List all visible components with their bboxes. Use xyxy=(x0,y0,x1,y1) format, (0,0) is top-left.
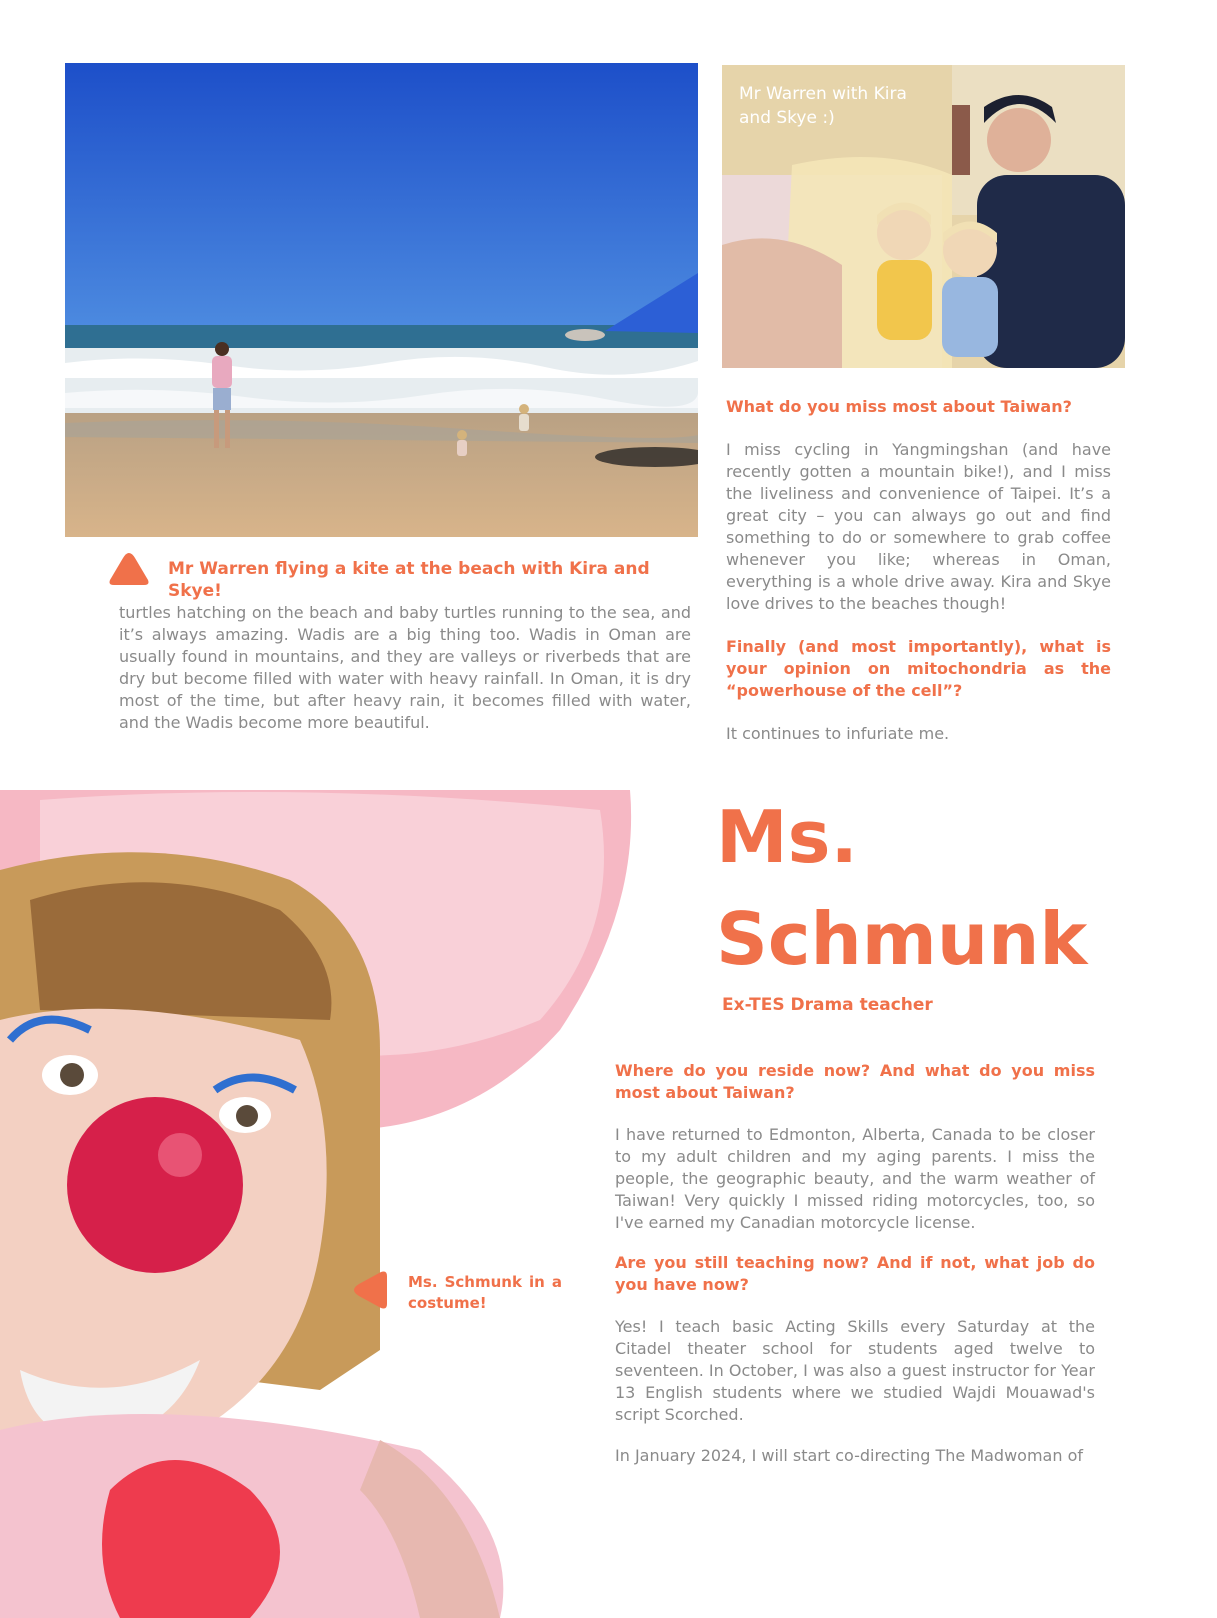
question-reside: Where do you reside now? And what do you miss most about Taiwan? xyxy=(615,1061,1095,1102)
beach-photo-caption: Mr Warren flying a kite at the beach with Kira and Skye! xyxy=(168,559,650,601)
question-teaching: Are you still teaching now? And if not, what job do you have now? xyxy=(615,1253,1095,1294)
profile-title-line2: Schmunk xyxy=(716,897,1088,981)
answer-teaching: Yes! I teach basic Acting Skills every Saturday at the Citadel theater school for students aged twelve to seventeen. In October, I was also a guest instructor for Year 13 English students where we studied Wajdi Mouawad's script Scorched. xyxy=(615,1317,1095,1424)
answer-madwoman: In January 2024, I will start co-directing The Madwoman of xyxy=(615,1446,1083,1465)
triangle-marker-icon xyxy=(108,552,150,586)
clown-costume-photo xyxy=(0,790,640,1618)
answer-mitochondria: It continues to infuriate me. xyxy=(726,724,950,743)
beach-photo xyxy=(65,63,698,537)
wadis-paragraph: turtles hatching on the beach and baby turtles running to the sea, and it’s always amazing. Wadis are a big thing too. Wadis in Oman are usually found in mountains, and they are valleys or riverbeds that are dry but become filled with water with heavy rainfall. In Oman, it is dry most of the time, but after heavy rain, it becomes filled with water, and the Wadis become more beautiful. xyxy=(119,603,691,732)
question-miss-taiwan: What do you miss most about Taiwan? xyxy=(726,397,1072,416)
triangle-marker-left-icon xyxy=(353,1270,389,1310)
question-mitochondria: Finally (and most importantly), what is your opinion on mitochondria as the “powerhouse of the cell”? xyxy=(726,637,1111,700)
profile-title-line1: Ms. xyxy=(716,795,858,879)
clown-photo-caption: Ms. Schmunk in a costume! xyxy=(408,1273,562,1312)
answer-reside: I have returned to Edmonton, Alberta, Canada to be closer to my adult children and my aging parents. I miss the people, the geographic beauty, and the warm weather of Taiwan! Very quickly I missed riding motorcycles, too, so I've earned my Canadian motorcycle license. xyxy=(615,1125,1095,1232)
family-photo-caption: Mr Warren with Kira and Skye :) xyxy=(739,84,907,128)
profile-subtitle: Ex-TES Drama teacher xyxy=(722,995,933,1015)
answer-miss-taiwan: I miss cycling in Yangmingshan (and have recently gotten a mountain bike!), and I miss the liveliness and convenience of Taipei. It’s a great city – you can always go out and find something to do or somewhere to grab coffee whenever you like; whereas in Oman, everything is a whole drive away. Kira and Skye love drives to the beaches though! xyxy=(726,440,1111,613)
family-photo xyxy=(722,65,1125,368)
